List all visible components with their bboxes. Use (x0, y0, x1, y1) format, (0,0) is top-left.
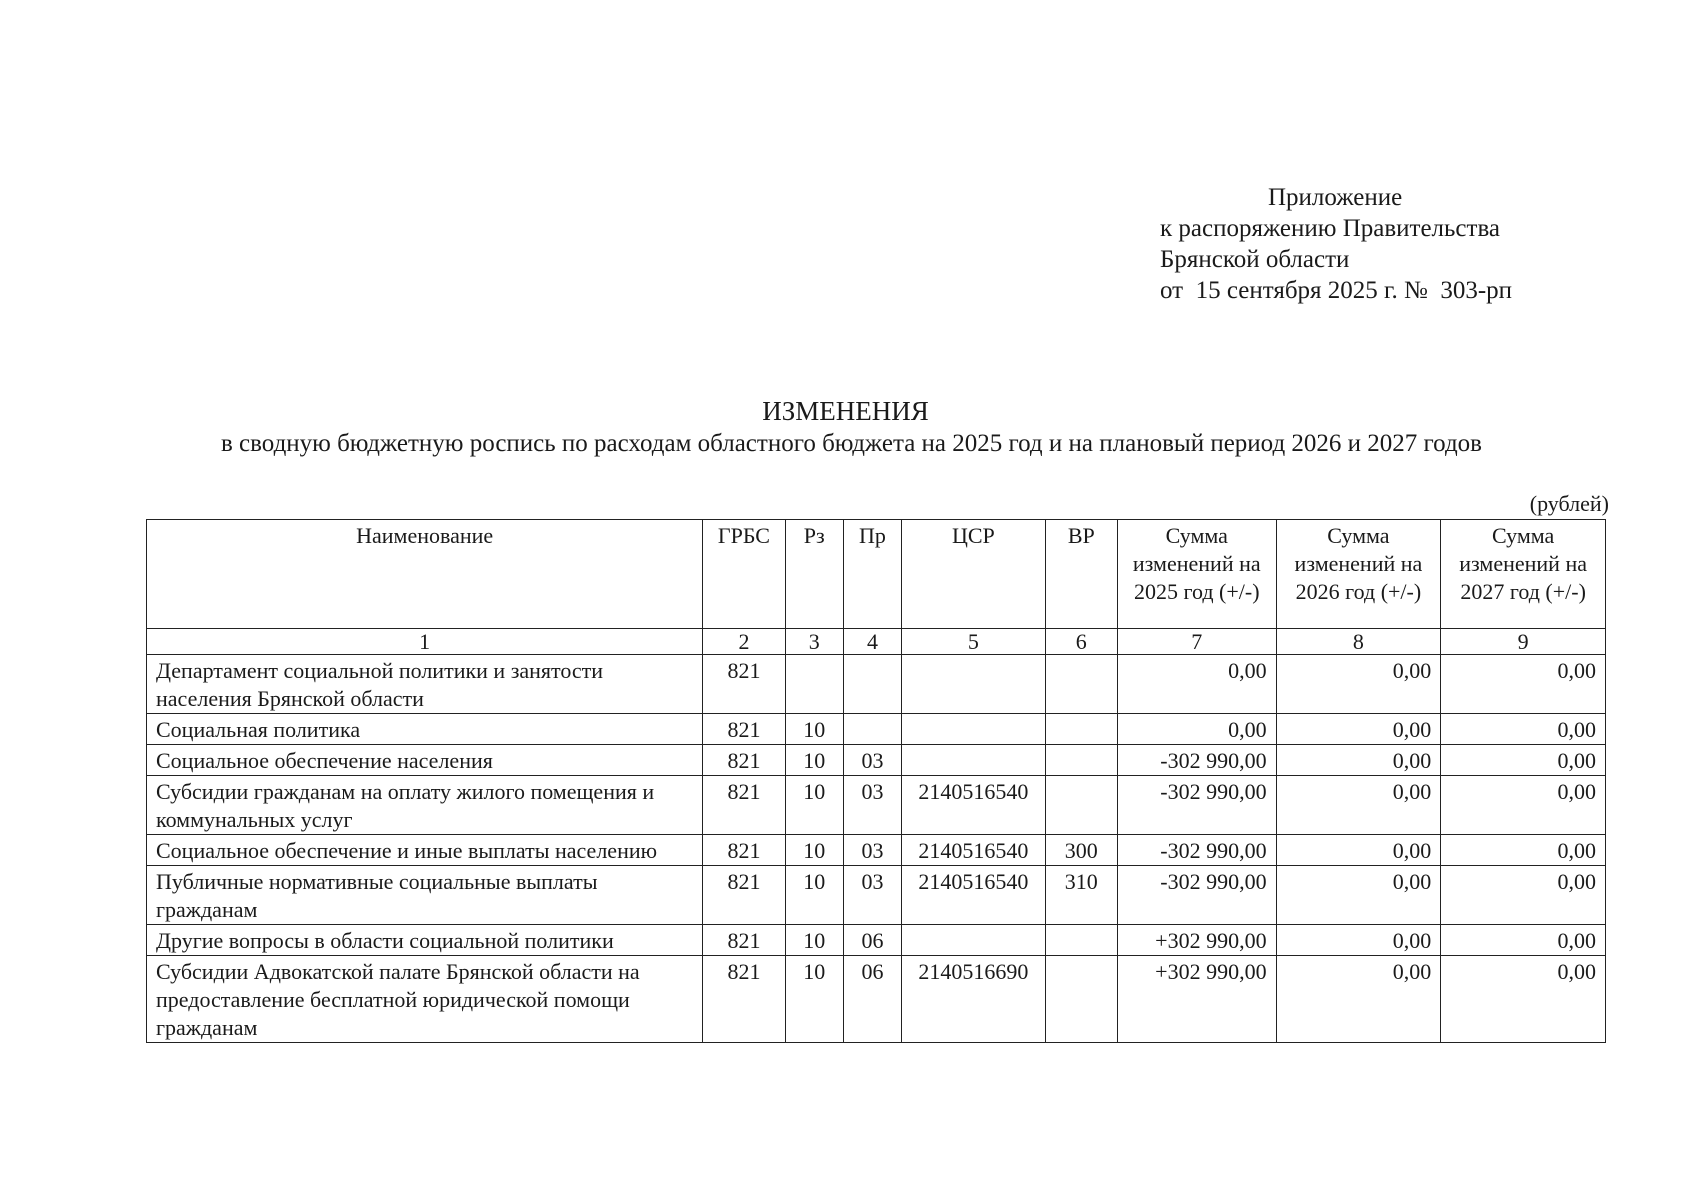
row-name: Другие вопросы в области социальной политики (147, 925, 703, 956)
appendix-date-number: от 15 сентября 2025 г. № 303-рп (1160, 277, 1513, 304)
row-name: Социальная политика (147, 714, 703, 745)
row-grbs: 821 (703, 925, 785, 956)
row-sum-2026: 0,00 (1276, 776, 1441, 835)
row-sum-2025: -302 990,00 (1117, 745, 1276, 776)
row-sum-2025: 0,00 (1117, 714, 1276, 745)
table-row (147, 776, 1606, 835)
appendix-block (1160, 182, 1512, 306)
row-pr: 03 (843, 745, 901, 776)
row-sum-2026: 0,00 (1276, 835, 1441, 866)
header-csr: ЦСР (902, 520, 1046, 629)
row-sum-2026: 0,00 (1276, 866, 1441, 925)
document-subtitle: в сводную бюджетную роспись по расходам областного бюджета на 2025 год и на плановый период 2026 и 2027 годов (221, 430, 1482, 457)
table-row (147, 925, 1606, 956)
row-grbs: 821 (703, 655, 785, 714)
row-rz: 10 (785, 835, 843, 866)
row-pr: 06 (843, 925, 901, 956)
row-pr: 06 (843, 956, 901, 1043)
row-grbs: 821 (703, 714, 785, 745)
row-sum-2027: 0,00 (1441, 866, 1606, 925)
row-vr: 310 (1045, 866, 1117, 925)
row-sum-2025: -302 990,00 (1117, 835, 1276, 866)
table-row (147, 866, 1606, 925)
row-sum-2027: 0,00 (1441, 925, 1606, 956)
row-csr: 2140516540 (902, 776, 1046, 835)
row-vr (1045, 956, 1117, 1043)
row-pr (843, 714, 901, 745)
row-name: Субсидии гражданам на оплату жилого помещения и коммунальных услуг (147, 776, 703, 835)
row-rz (785, 655, 843, 714)
table-row (147, 956, 1606, 1043)
column-number: 2 (703, 629, 785, 655)
header-grbs: ГРБС (703, 520, 785, 629)
row-name: Социальное обеспечение и иные выплаты населению (147, 835, 703, 866)
row-name: Публичные нормативные социальные выплаты гражданам (147, 866, 703, 925)
row-grbs: 821 (703, 956, 785, 1043)
header-vr: ВР (1045, 520, 1117, 629)
header-rz: Рз (785, 520, 843, 629)
row-rz: 10 (785, 956, 843, 1043)
header-pr: Пр (843, 520, 901, 629)
table-row (147, 835, 1606, 866)
table-row (147, 655, 1606, 714)
column-number: 4 (843, 629, 901, 655)
appendix-order-ref: к распоряжению Правительства (1160, 215, 1501, 242)
row-sum-2026: 0,00 (1276, 655, 1441, 714)
column-number: 8 (1276, 629, 1441, 655)
row-sum-2025: +302 990,00 (1117, 925, 1276, 956)
column-number: 9 (1441, 629, 1606, 655)
row-csr: 2140516540 (902, 835, 1046, 866)
row-vr (1045, 714, 1117, 745)
row-grbs: 821 (703, 745, 785, 776)
row-sum-2027: 0,00 (1441, 655, 1606, 714)
row-grbs: 821 (703, 835, 785, 866)
row-pr: 03 (843, 835, 901, 866)
column-number: 3 (785, 629, 843, 655)
row-pr: 03 (843, 776, 901, 835)
row-pr: 03 (843, 866, 901, 925)
row-grbs: 821 (703, 776, 785, 835)
row-sum-2026: 0,00 (1276, 714, 1441, 745)
column-number: 5 (902, 629, 1046, 655)
row-sum-2026: 0,00 (1276, 925, 1441, 956)
row-rz: 10 (785, 776, 843, 835)
row-sum-2025: +302 990,00 (1117, 956, 1276, 1043)
row-pr (843, 655, 901, 714)
row-rz: 10 (785, 925, 843, 956)
row-name: Субсидии Адвокатской палате Брянской области на предоставление бесплатной юридической помощи гражданам (147, 956, 703, 1043)
row-vr (1045, 745, 1117, 776)
column-number: 1 (147, 629, 703, 655)
row-name: Социальное обеспечение населения (147, 745, 703, 776)
appendix-region: Брянской области (1160, 246, 1350, 273)
row-sum-2027: 0,00 (1441, 956, 1606, 1043)
row-sum-2025: -302 990,00 (1117, 866, 1276, 925)
row-sum-2026: 0,00 (1276, 745, 1441, 776)
row-vr: 300 (1045, 835, 1117, 866)
row-rz: 10 (785, 866, 843, 925)
row-csr (902, 655, 1046, 714)
row-sum-2027: 0,00 (1441, 835, 1606, 866)
row-sum-2027: 0,00 (1441, 745, 1606, 776)
header-sum-2027: Сумма изменений на 2027 год (+/-) (1441, 520, 1606, 629)
row-grbs: 821 (703, 866, 785, 925)
column-number: 7 (1117, 629, 1276, 655)
appendix-title: Приложение (1268, 184, 1403, 211)
row-rz: 10 (785, 745, 843, 776)
table-header-row (147, 520, 1606, 629)
row-rz: 10 (785, 714, 843, 745)
row-csr (902, 925, 1046, 956)
budget-changes-table (146, 519, 1606, 1043)
row-vr (1045, 655, 1117, 714)
row-vr (1045, 776, 1117, 835)
row-sum-2027: 0,00 (1441, 714, 1606, 745)
row-sum-2027: 0,00 (1441, 776, 1606, 835)
row-vr (1045, 925, 1117, 956)
row-csr (902, 745, 1046, 776)
row-sum-2026: 0,00 (1276, 956, 1441, 1043)
row-sum-2025: 0,00 (1117, 655, 1276, 714)
row-csr: 2140516690 (902, 956, 1046, 1043)
row-csr: 2140516540 (902, 866, 1046, 925)
row-sum-2025: -302 990,00 (1117, 776, 1276, 835)
header-sum-2025: Сумма изменений на 2025 год (+/-) (1117, 520, 1276, 629)
column-number-row (147, 629, 1606, 655)
header-name: Наименование (147, 520, 703, 629)
table-row (147, 745, 1606, 776)
row-name: Департамент социальной политики и занятости населения Брянской области (147, 655, 703, 714)
units-label: (рублей) (1529, 491, 1609, 516)
document-title: ИЗМЕНЕНИЯ (762, 396, 929, 426)
column-number: 6 (1045, 629, 1117, 655)
table-row (147, 714, 1606, 745)
header-sum-2026: Сумма изменений на 2026 год (+/-) (1276, 520, 1441, 629)
row-csr (902, 714, 1046, 745)
